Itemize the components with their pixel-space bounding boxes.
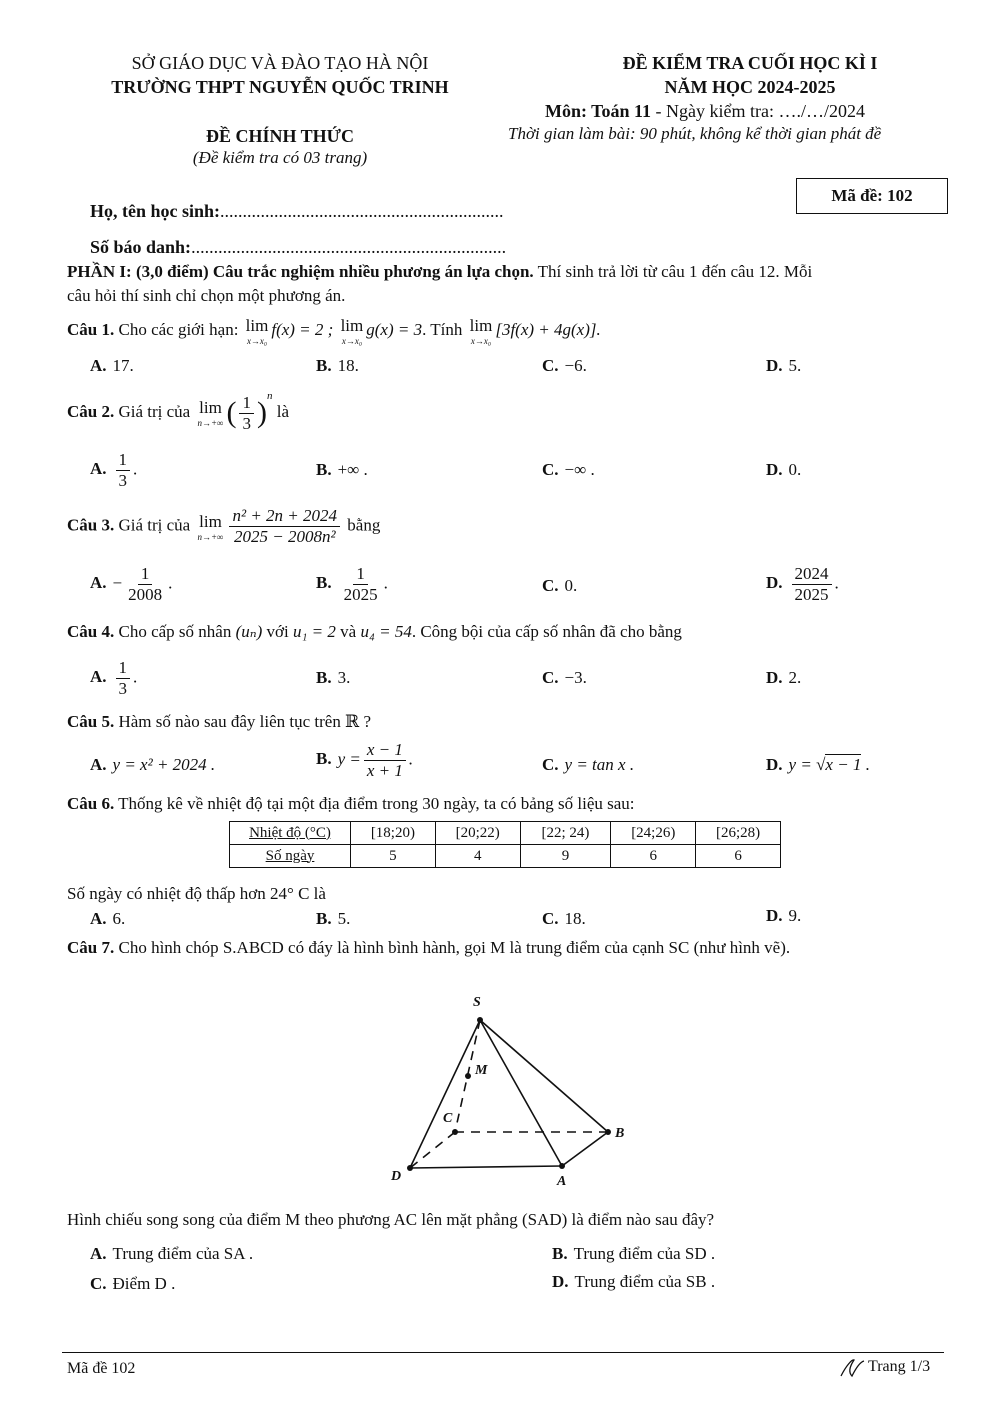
table-cell: 4: [435, 845, 520, 868]
school-year: NĂM HỌC 2024-2025: [664, 77, 836, 97]
q4-with: với: [266, 622, 289, 641]
opt-label: D.: [766, 356, 783, 375]
frac-den: 3: [242, 413, 251, 433]
opt-fraction: [116, 658, 131, 699]
opt-text: 9.: [788, 906, 802, 925]
q2-text: Giá trị của: [114, 402, 191, 421]
question-2: [67, 390, 289, 434]
opt-text: Trung điểm của SD .: [573, 1244, 716, 1263]
q2-label: Câu 2.: [67, 402, 115, 421]
q1-label: Câu 1.: [67, 319, 115, 339]
q4-option-c[interactable]: [542, 668, 587, 688]
opt-text: Trung điểm của SB .: [574, 1272, 716, 1291]
opt-text: 6.: [112, 909, 126, 928]
lim-sub: x→x₀: [341, 336, 362, 346]
opt-label: C.: [542, 909, 559, 928]
table-header-cell: Nhiệt độ (°C): [230, 822, 351, 845]
q4-option-d[interactable]: [766, 668, 801, 688]
opt-label: B.: [552, 1244, 568, 1263]
label-C: C: [443, 1111, 453, 1126]
q2-option-c[interactable]: [542, 460, 595, 480]
question-5: [67, 712, 371, 732]
q5-option-d[interactable]: [766, 755, 870, 775]
point-B: [605, 1129, 611, 1135]
q5-option-c[interactable]: [542, 755, 634, 775]
q1-compute: . Tính: [422, 319, 463, 339]
q4-and: và: [340, 622, 357, 641]
frac-num: x − 1: [364, 740, 406, 761]
table-header-cell: [26;28): [696, 822, 781, 845]
frac-num: 1: [116, 450, 131, 471]
opt-fraction: [125, 564, 165, 605]
opt-text: 2.: [788, 668, 802, 687]
lim-word: lim: [469, 316, 493, 335]
opt-label: D.: [766, 668, 783, 687]
label-D: D: [391, 1169, 402, 1184]
opt-text: Điểm D .: [112, 1274, 176, 1293]
opt-label: B.: [316, 573, 332, 593]
opt-text: −3.: [564, 668, 587, 687]
q6-option-c[interactable]: [542, 909, 586, 929]
q1-text: Cho các giới hạn:: [114, 319, 243, 339]
sqrt-icon: √: [816, 755, 826, 774]
exam-code-box: Mã đề: 102: [796, 178, 948, 214]
student-id-label: Số báo danh:: [90, 237, 192, 257]
q1-option-c[interactable]: [542, 356, 587, 376]
question-1: [67, 316, 601, 346]
opt-label: A.: [90, 1244, 107, 1263]
point-M: [465, 1073, 471, 1079]
q4-tail: . Công bội của cấp số nhân đã cho bằng: [411, 622, 682, 641]
q2-option-a[interactable]: A. $\frac{1}{3}$ .: [90, 450, 138, 490]
q3-option-c[interactable]: [542, 576, 577, 596]
q4-option-b[interactable]: [316, 668, 350, 688]
opt-label: A.: [90, 755, 107, 774]
q3-option-b[interactable]: B. $\frac{1}{2025}$ .: [316, 564, 388, 604]
part1-heading: [67, 262, 812, 282]
lim-word: lim: [199, 398, 222, 418]
point-S: [477, 1017, 483, 1023]
pages-note: (Đề kiểm tra có 03 trang): [192, 148, 368, 167]
label-S: S: [473, 995, 481, 1010]
frac-den: x + 1: [366, 761, 403, 780]
opt-label: B.: [316, 909, 332, 928]
table-header-row: [230, 822, 781, 845]
q5-option-a[interactable]: [90, 755, 215, 775]
point-A: [559, 1163, 565, 1169]
opt-label: D.: [766, 755, 783, 774]
q2-power: n: [266, 390, 273, 402]
edge-AB: [562, 1132, 608, 1166]
pyramid-figure: [385, 990, 645, 1190]
q4-sequence: (uₙ): [235, 622, 263, 641]
q5-text: Hàm số nào sau đây liên tục trên ℝ ?: [114, 712, 372, 731]
q7-question: Hình chiếu song song của điểm M theo phương AC lên mặt phẳng (SAD) là điểm nào sau đây?: [67, 1210, 715, 1229]
label-B: B: [615, 1126, 625, 1141]
signature-icon: [838, 1356, 868, 1380]
q1-option-d[interactable]: [766, 356, 801, 376]
time-note: Thời gian làm bài: 90 phút, không kể thời gian phát đề: [508, 124, 882, 143]
lim-word: lim: [245, 316, 269, 335]
opt-text: −6.: [564, 356, 587, 375]
q6-option-a[interactable]: [90, 909, 125, 929]
q3-option-a[interactable]: A. − $\frac{1}{2008}$ .: [90, 564, 173, 604]
q3-text: Giá trị của: [114, 515, 191, 535]
q6-option-d[interactable]: [766, 906, 801, 926]
q4-option-a[interactable]: A. $\frac{1}{3}$ .: [90, 658, 138, 698]
table-header-cell: [20;22): [435, 822, 520, 845]
q2-option-b[interactable]: [316, 460, 368, 480]
lim-sub: x→x₀: [246, 336, 268, 346]
opt-label: C.: [542, 576, 559, 595]
q3-option-d[interactable]: D. $\frac{2024}{2025}$ .: [766, 564, 839, 604]
lim-sub: n→+∞: [197, 418, 224, 429]
footer-exam-code: Mã đề 102: [67, 1360, 136, 1377]
frac-den: 3: [118, 471, 128, 490]
opt-label: C.: [542, 356, 559, 375]
q3-label: Câu 3.: [67, 515, 115, 535]
temperature-table: [229, 821, 781, 868]
q1-f-value: f(x) = 2 ;: [271, 319, 334, 339]
opt-text: y = x² + 2024 .: [112, 755, 216, 774]
lim-sub: x→x₀: [470, 336, 492, 346]
q1-option-b[interactable]: [316, 356, 359, 376]
opt-text: −∞ .: [564, 460, 595, 479]
opt-label: D.: [766, 906, 783, 925]
q7-option-d[interactable]: [552, 1272, 715, 1292]
exam-date: - Ngày kiểm tra: …./…/2024: [651, 101, 866, 121]
opt-label: D.: [552, 1272, 569, 1291]
opt-text: 0.: [788, 460, 802, 479]
footer-rule: [62, 1352, 944, 1353]
opt-label: C.: [542, 755, 559, 774]
opt-text: 5.: [337, 909, 351, 928]
student-id-dots: ......................................................................: [191, 237, 507, 257]
opt-text: 17.: [112, 356, 134, 375]
table-header-cell: [22; 24): [520, 822, 611, 845]
opt-fraction: [341, 564, 381, 605]
edge-DA: [410, 1166, 562, 1168]
table-cell: 5: [351, 845, 436, 868]
q1-lim-f: [246, 316, 269, 346]
opt-text: y = tan x .: [564, 755, 635, 774]
opt-sign: −: [112, 573, 123, 593]
q4-u1: u₁ = 2: [293, 622, 336, 641]
paren-open: (: [226, 396, 237, 430]
q3-tail: bằng: [347, 515, 381, 535]
frac-num: 1: [239, 393, 254, 414]
q1-lim-expr: [470, 316, 493, 346]
q1-option-a[interactable]: [90, 356, 134, 376]
opt-fraction: [116, 450, 131, 491]
opt-pre: y =: [337, 749, 361, 769]
q1-expression: [3f(x) + 4g(x)].: [495, 319, 601, 339]
paren-close: ): [256, 396, 267, 430]
opt-text: 3.: [337, 668, 351, 687]
opt-text: +∞ .: [337, 460, 368, 479]
table-cell: 9: [520, 845, 611, 868]
q6-question: Số ngày có nhiệt độ thấp hơn 24° C là: [67, 884, 326, 903]
student-id-line[interactable]: [90, 236, 506, 258]
q4-label: Câu 4.: [67, 622, 115, 641]
opt-text: 18.: [564, 909, 586, 928]
table-header-cell: [24;26): [611, 822, 696, 845]
q7-text: Cho hình chóp S.ABCD có đáy là hình bình hành, gọi M là trung điểm của cạnh SC (như hình vẽ).: [114, 938, 791, 957]
q4-u4: u₄ = 54: [360, 622, 412, 641]
frac-den: 2008: [128, 585, 163, 604]
edge-SA: [480, 1020, 562, 1166]
q1-g-value: g(x) = 3: [366, 319, 423, 339]
opt-text: Trung điểm của SA .: [112, 1244, 254, 1263]
exam-title: ĐỀ KIỂM TRA CUỐI HỌC KÌ I: [622, 53, 878, 73]
official-label: ĐỀ CHÍNH THỨC: [205, 126, 355, 146]
opt-text: 18.: [337, 356, 359, 375]
question-3: [67, 506, 380, 547]
question-6: [67, 794, 635, 814]
opt-label: C.: [542, 668, 559, 687]
dept-name: SỞ GIÁO DỤC VÀ ĐÀO TẠO HÀ NỘI: [131, 53, 429, 73]
student-name-line[interactable]: [90, 200, 504, 222]
edge-SD: [410, 1020, 480, 1168]
opt-label: B.: [316, 460, 332, 479]
subject-line: [545, 100, 865, 122]
q6-text: Thống kê về nhiệt độ tại một địa điểm trong 30 ngày, ta có bảng số liệu sau:: [114, 794, 635, 813]
frac-num: 2024: [792, 564, 832, 585]
q3-fraction: [229, 506, 340, 547]
opt-label: A.: [90, 667, 107, 687]
opt-label: A.: [90, 459, 107, 479]
point-C: [452, 1129, 458, 1135]
q5-label: Câu 5.: [67, 712, 115, 731]
opt-fraction: [792, 564, 832, 605]
label-A: A: [557, 1174, 567, 1189]
school-name: TRƯỜNG THPT NGUYỄN QUỐC TRINH: [111, 77, 449, 97]
opt-label: A.: [90, 909, 107, 928]
student-name-dots: ...............................................................: [220, 201, 504, 221]
label-M: M: [475, 1063, 488, 1078]
opt-label: C.: [542, 460, 559, 479]
opt-label: D.: [766, 460, 783, 479]
opt-label: B.: [316, 749, 332, 769]
part1-instructions: Thí sinh trả lời từ câu 1 đến câu 12. Mỗi: [533, 262, 813, 281]
opt-label: A.: [90, 573, 107, 593]
table-cell: 6: [696, 845, 781, 868]
question-7: [67, 938, 790, 958]
table-header-cell: [18;20): [351, 822, 436, 845]
opt-label: B.: [316, 668, 332, 687]
student-name-label: Họ, tên học sinh:: [90, 201, 221, 221]
q4-text: Cho cấp số nhân: [114, 622, 232, 641]
q6-option-b[interactable]: [316, 909, 350, 929]
opt-fraction: [364, 740, 406, 781]
opt-post: .: [861, 755, 870, 774]
opt-label: C.: [90, 1274, 107, 1293]
frac-den: 2025 − 2008n²: [233, 527, 336, 546]
part1-title: PHẦN I: (3,0 điểm) Câu trắc nghiệm nhiều phương án lựa chọn.: [67, 262, 534, 281]
q5-option-b[interactable]: B. y = $\frac{x - 1}{x + 1}$ .: [316, 740, 414, 780]
edge-CD: [410, 1132, 455, 1168]
q2-tail: là: [276, 402, 290, 421]
q2-option-d[interactable]: [766, 460, 801, 480]
table-row-label: Số ngày: [230, 845, 351, 868]
q2-fraction: [239, 393, 254, 434]
opt-label: A.: [90, 356, 107, 375]
opt-text: 5.: [788, 356, 802, 375]
part1-instructions-2: câu hỏi thí sinh chỉ chọn một phương án.: [67, 286, 346, 305]
frac-num: 1: [116, 658, 131, 679]
q2-lim: [197, 398, 223, 428]
footer-page: Trang 1/3: [868, 1358, 931, 1375]
q7-option-b[interactable]: [552, 1244, 715, 1264]
opt-pre: y =: [788, 755, 817, 774]
frac-den: 2025: [794, 585, 829, 604]
frac-den: 2025: [343, 585, 378, 604]
point-D: [407, 1165, 413, 1171]
opt-label: B.: [316, 356, 332, 375]
opt-text: 0.: [564, 576, 578, 595]
frac-num: 1: [138, 564, 153, 585]
lim-sub: n→+∞: [197, 531, 224, 542]
q7-option-c[interactable]: [90, 1274, 175, 1294]
lim-word: lim: [199, 511, 222, 531]
edge-SB: [480, 1020, 608, 1132]
frac-num: n² + 2n + 2024: [229, 506, 340, 527]
frac-den: 3: [118, 679, 128, 698]
q1-lim-g: [341, 316, 364, 346]
table-row: [230, 845, 781, 868]
subject-label: Môn: Toán 11: [545, 101, 652, 121]
frac-num: 1: [353, 564, 368, 585]
table-cell: 6: [611, 845, 696, 868]
q7-label: Câu 7.: [67, 938, 115, 957]
radicand: x − 1: [825, 755, 862, 774]
q6-label: Câu 6.: [67, 794, 115, 813]
question-4: [67, 622, 682, 642]
opt-label: D.: [766, 573, 783, 593]
q7-option-a[interactable]: [90, 1244, 253, 1264]
q3-lim: [197, 512, 223, 542]
lim-word: lim: [340, 316, 364, 335]
